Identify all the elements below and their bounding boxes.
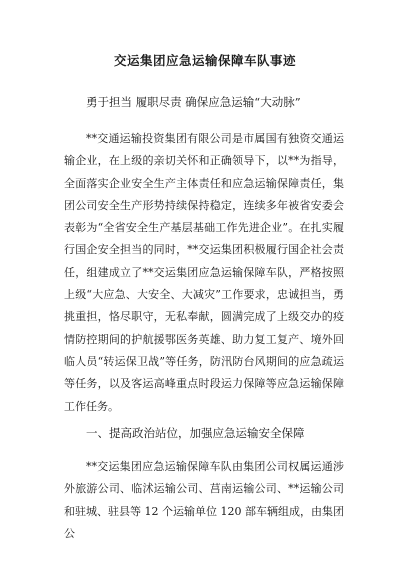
paragraph-intro: **交通运输投资集团有限公司是市属国有独资交通运输企业，在上级的亲切关怀和正确领导下，以**为指导，全面落实企业安全生产主体责任和应急运输保障责任，集团公司安全生产形势持续保持稳定，连续多年被省安委会表彰为“全省安全生产基层基础工作先进企业”。在扎实履行国企安全担当的同时，**交运集团积极履行国企社会责任，组建成立了**交运集团应急运输保障车队，严格按照上级“大应急、大安全、大减灾”工作要求，忠诚担当，勇挑重担，恪尽职守，无私奉献，圆满完成了上级交办的疫情防控期间的护航援鄂医务英雄、助力复工复产、境外回临人员“转运保卫战”等任务，防汛防台风期间的应急疏运等任务，以及客运高峰重点时段运力保障等应急运输保障工作任务。 <box>64 132 344 413</box>
document-title: 交运集团应急运输保障车队事迹 <box>113 53 296 68</box>
section-heading: 一、提高政治站位，加强应急运输安全保障 <box>86 426 305 440</box>
document-subtitle: 勇于担当 履职尽责 确保应急运输“大动脉” <box>86 95 301 109</box>
paragraph-section-1: **交运集团应急运输保障车队由集团公司权属运通涉外旅游公司、临沭运输公司、莒南运输公司、**运输公司和驻城、驻县等 12 个运输单位 120 部车辆组成，由集团公 <box>64 460 344 540</box>
